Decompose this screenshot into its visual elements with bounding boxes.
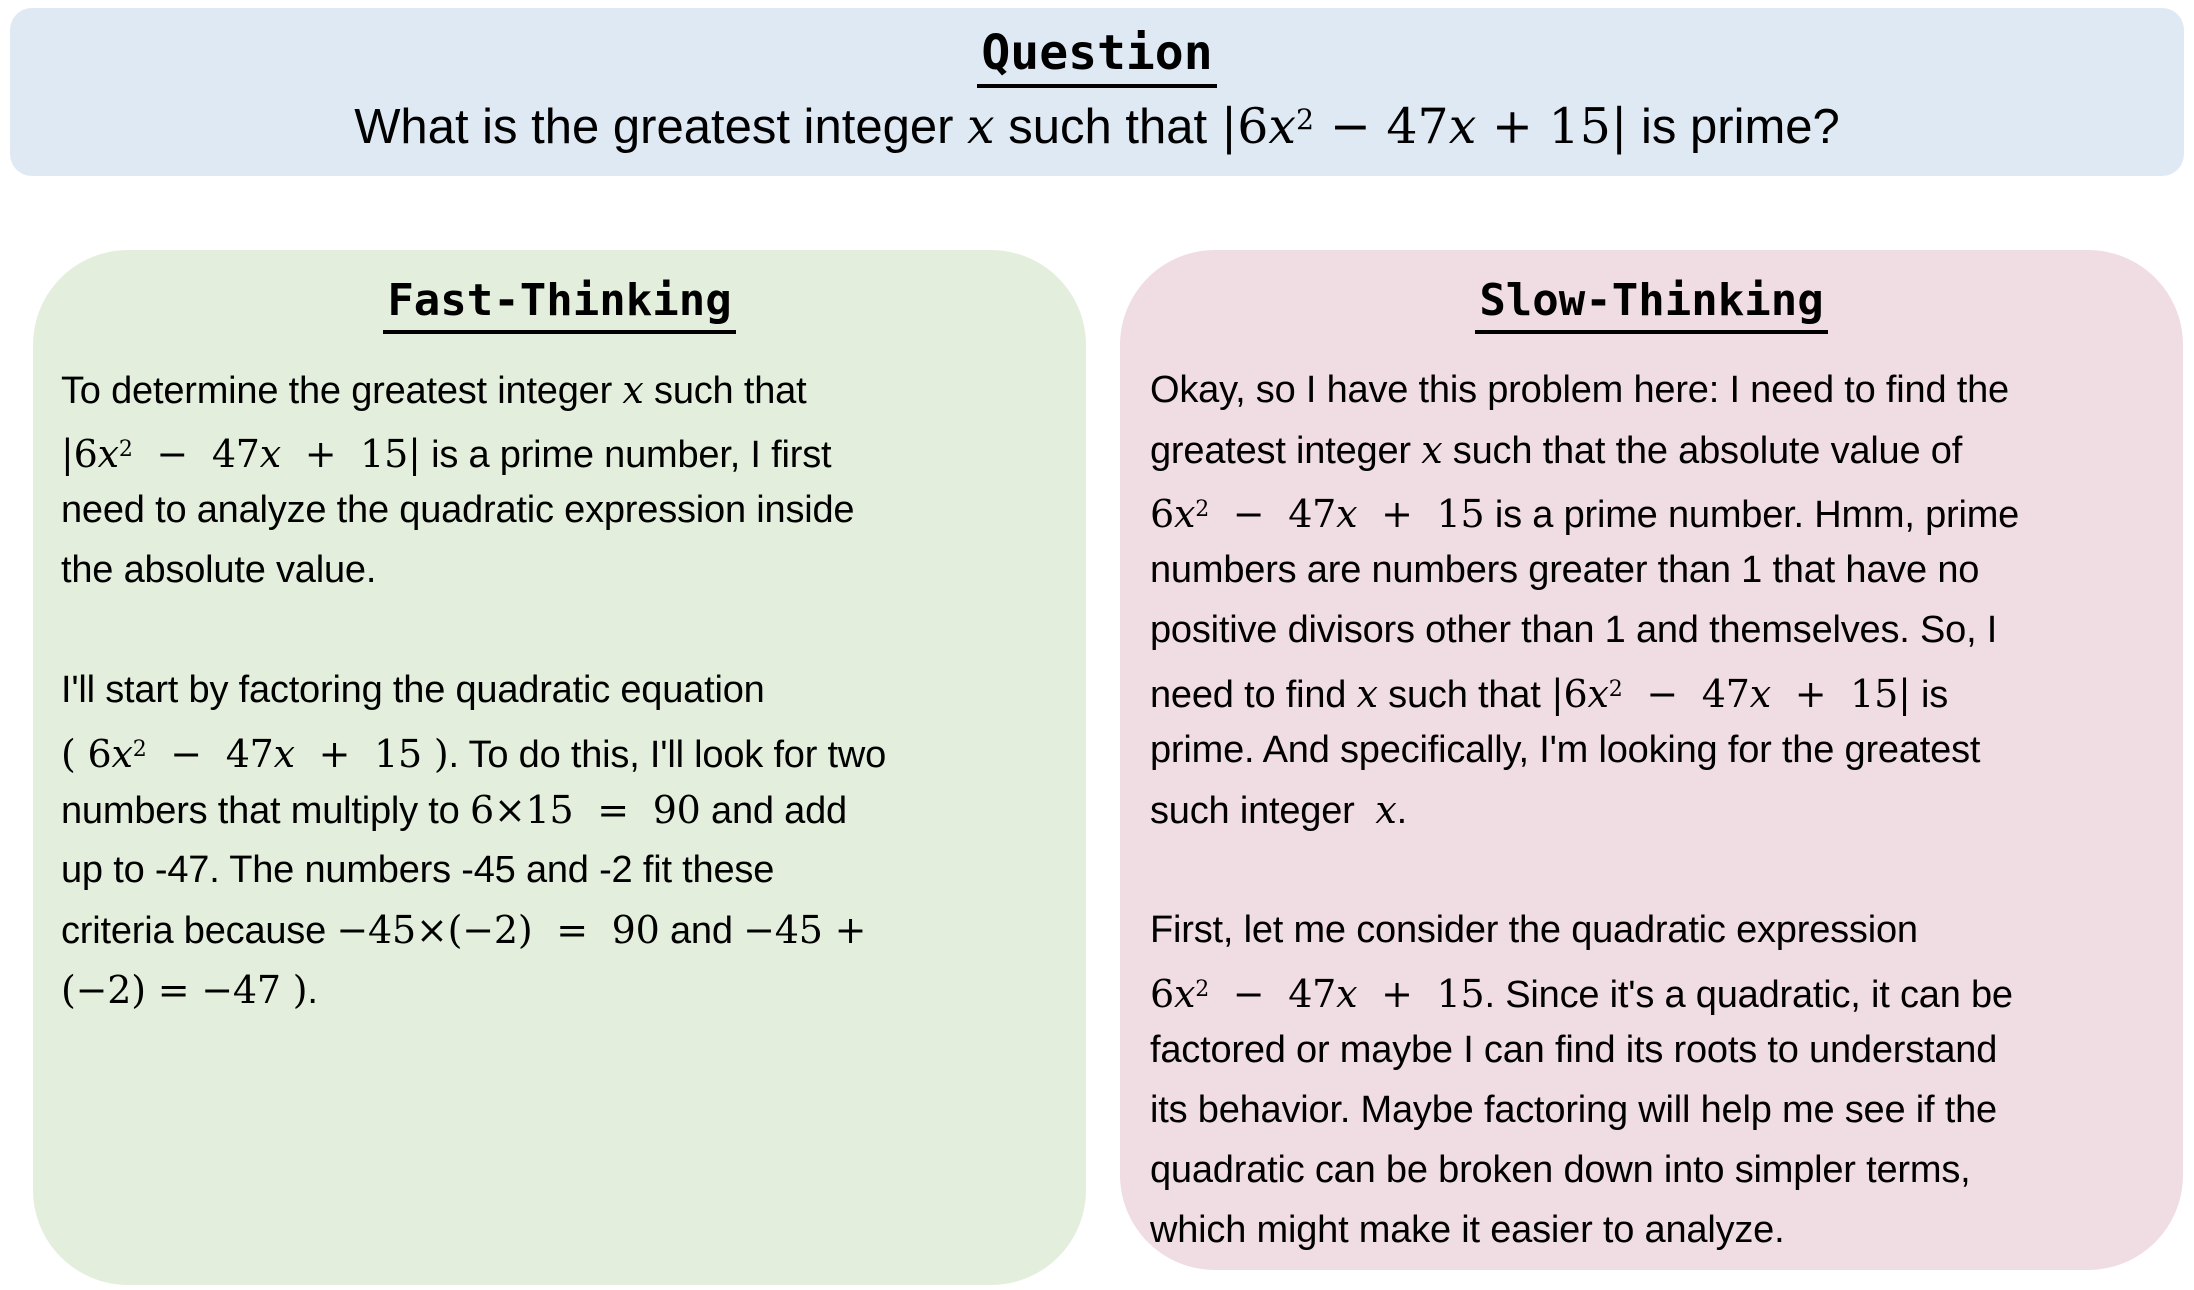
- question-title: [977, 26, 1216, 88]
- slow-thinking-body: [1150, 360, 2153, 1260]
- question-box: [10, 8, 2184, 176]
- question-text: What is the greatest integer x such that $|6x^2 - 47x + 15|$ is prime?: [354, 98, 1840, 156]
- fast-paragraph-2: I'll start by factoring the quadratic equation ( $6x^2 - 47x + 15$ ). To do this, I'll look for two numbers that multiply to 6×15 = 90 and add up to -47. The numbers -45 and -2 fit these criteria because −45×(−2) = 90 and −45 + (−2) = −47 ).: [61, 668, 887, 1012]
- slow-paragraph-2: First, let me consider the quadratic expression $6x^2 - 47x + 15$. Since it's a quadratic, it can be factored or maybe I can find its roots to understand its behavior. Maybe factoring will help me see if the quadratic can be broken down into simpler terms, which might make it easier to analyze.: [1150, 908, 2013, 1251]
- fast-thinking-body: [61, 360, 1058, 1020]
- fast-thinking-panel: [33, 250, 1086, 1285]
- question-title-text: Question: [977, 26, 1216, 88]
- slow-thinking-panel: [1120, 250, 2183, 1270]
- fast-thinking-title: [61, 276, 1058, 334]
- slow-thinking-title-text: Slow-Thinking: [1475, 276, 1827, 334]
- fast-paragraph-1: To determine the greatest integer x such that $|6x^2 - 47x + 15|$ is a prime number, I first need to analyze the quadratic expression inside the absolute value.: [61, 367, 855, 591]
- slow-paragraph-1: Okay, so I have this problem here: I need to find the greatest integer x such that the absolute value of $6x^2 - 47x + 15$ is a prime number. Hmm, prime numbers are numbers greater than 1 that have no positive divisors other than 1 and themselves. So, I need to find x such that $|6x^2 - 47x + 15|$ is prime. And specifically, I'm looking for the greatest such integer x.: [1150, 368, 2020, 832]
- slow-thinking-title: [1150, 276, 2153, 334]
- fast-thinking-title-text: Fast-Thinking: [383, 276, 735, 334]
